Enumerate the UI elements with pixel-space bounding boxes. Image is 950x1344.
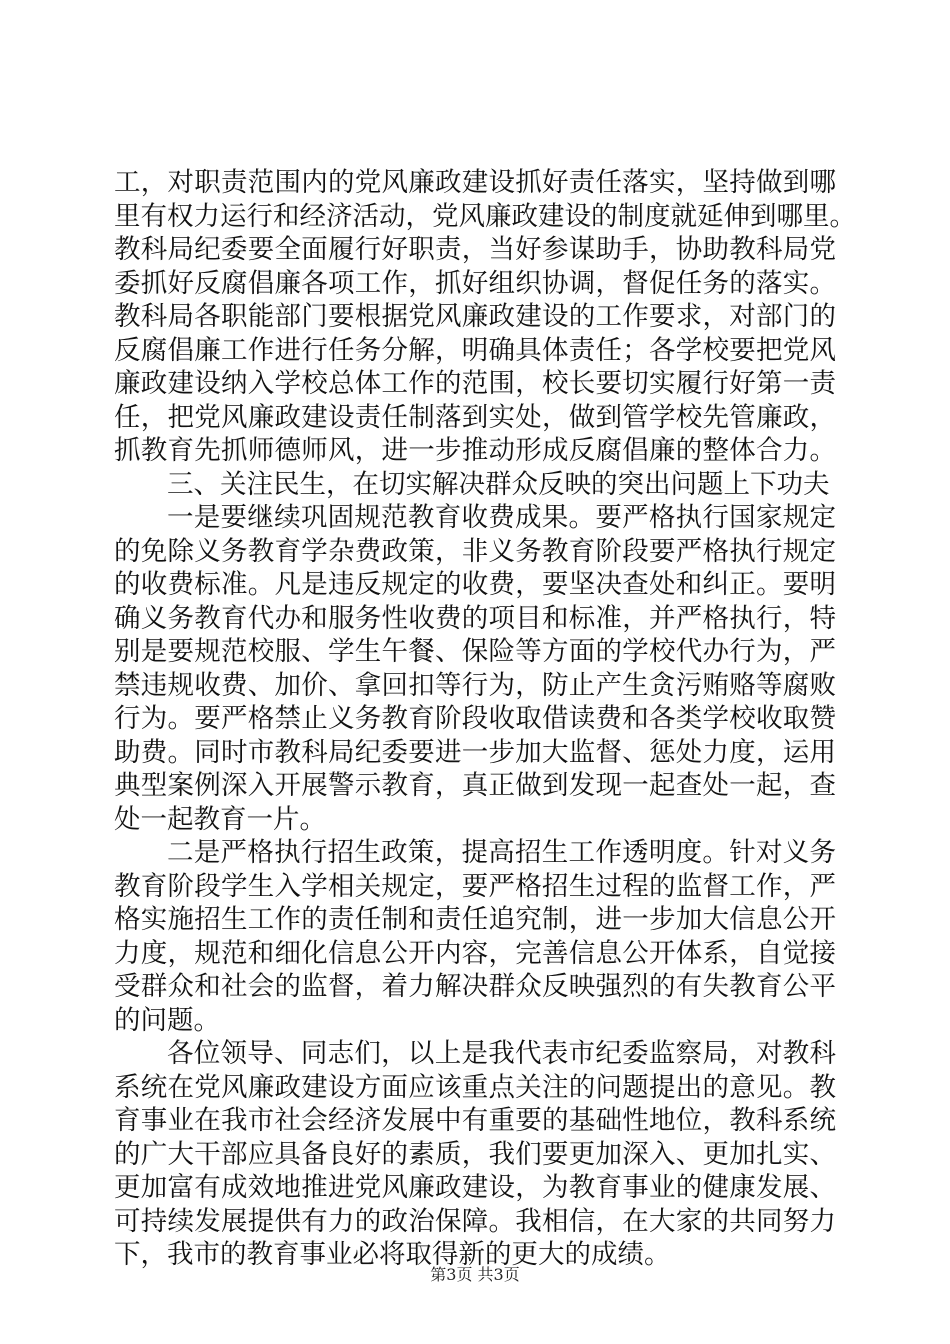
- text-line: 更加富有成效地推进党风廉政建设，为教育事业的健康发展、: [114, 1172, 836, 1203]
- text-line: 助费。同时市教科局纪委要进一步加大监督、惩处力度，运用: [114, 736, 836, 768]
- text-line: 行为。要严格禁止义务教育阶段收取借读费和各类学校收取赞: [114, 703, 836, 734]
- text-line: 典型案例深入开展警示教育，真正做到发现一起查处一起，查: [114, 770, 836, 801]
- text-line: 廉政建设纳入学校总体工作的范围，校长要切实履行好第一责: [114, 368, 836, 399]
- text-line: 系统在党风廉政建设方面应该重点关注的问题提出的意见。教: [114, 1071, 836, 1103]
- text-line: 抓教育先抓师德师风，进一步推动形成反腐倡廉的整体合力。: [114, 435, 836, 466]
- text-line: 的问题。: [114, 1004, 220, 1036]
- text-line: 任，把党风廉政建设责任制落到实处，做到管学校先管廉政，: [114, 401, 836, 433]
- text-line: 育事业在我市社会经济发展中有重要的基础性地位，教科系统: [114, 1105, 836, 1136]
- text-line: 禁违规收费、加价、拿回扣等行为，防止产生贪污贿赂等腐败: [114, 669, 836, 701]
- text-line: 的广大干部应具备良好的素质，我们要更加深入、更加扎实、: [114, 1138, 836, 1170]
- text-line: 工，对职责范围内的党风廉政建设抓好责任落实，坚持做到哪: [114, 167, 836, 198]
- text-line: 教科局纪委要全面履行好职责，当好参谋助手，协助教科局党: [114, 234, 836, 265]
- text-line: 的免除义务教育学杂费政策，非义务教育阶段要严格执行规定: [114, 535, 836, 567]
- document-body: [114, 166, 856, 1272]
- text-line: 格实施招生工作的责任制和责任追究制，进一步加大信息公开: [114, 904, 836, 935]
- text-line: 处一起教育一片。: [114, 803, 326, 835]
- paragraph-first-line: 一是要继续巩固规范教育收费成果。要严格执行国家规定: [167, 502, 836, 533]
- text-line: 教育阶段学生入学相关规定，要严格招生过程的监督工作，严: [114, 870, 836, 902]
- section-heading: 三、关注民生，在切实解决群众反映的突出问题上下功夫: [167, 468, 830, 500]
- text-line: 的收费标准。凡是违反规定的收费，要坚决查处和纠正。要明: [114, 569, 836, 600]
- page-number: 第3页 共3页: [430, 1265, 520, 1284]
- page-footer: [0, 1265, 950, 1285]
- text-line: 别是要规范校服、学生午餐、保险等方面的学校代办行为，严: [114, 636, 836, 667]
- text-line: 教科局各职能部门要根据党风廉政建设的工作要求，对部门的: [114, 301, 836, 332]
- text-line: 里有权力运行和经济活动，党风廉政建设的制度就延伸到哪里。: [114, 200, 856, 232]
- text-line: 委抓好反腐倡廉各项工作，抓好组织协调，督促任务的落实。: [114, 267, 836, 299]
- text-line: 下，我市的教育事业必将取得新的更大的成绩。: [114, 1239, 671, 1270]
- paragraph-first-line: 各位领导、同志们，以上是我代表市纪委监察局，对教科: [167, 1038, 836, 1069]
- text-line: 可持续发展提供有力的政治保障。我相信，在大家的共同努力: [114, 1205, 836, 1237]
- text-line: 反腐倡廉工作进行任务分解，明确具体责任；各学校要把党风: [114, 334, 836, 366]
- paragraph-first-line: 二是严格执行招生政策，提高招生工作透明度。针对义务: [167, 837, 836, 868]
- text-line: 确义务教育代办和服务性收费的项目和标准，并严格执行，特: [114, 602, 836, 634]
- text-line: 力度，规范和细化信息公开内容，完善信息公开体系，自觉接: [114, 937, 836, 969]
- text-line: 受群众和社会的监督，着力解决群众反映强烈的有失教育公平: [114, 971, 836, 1002]
